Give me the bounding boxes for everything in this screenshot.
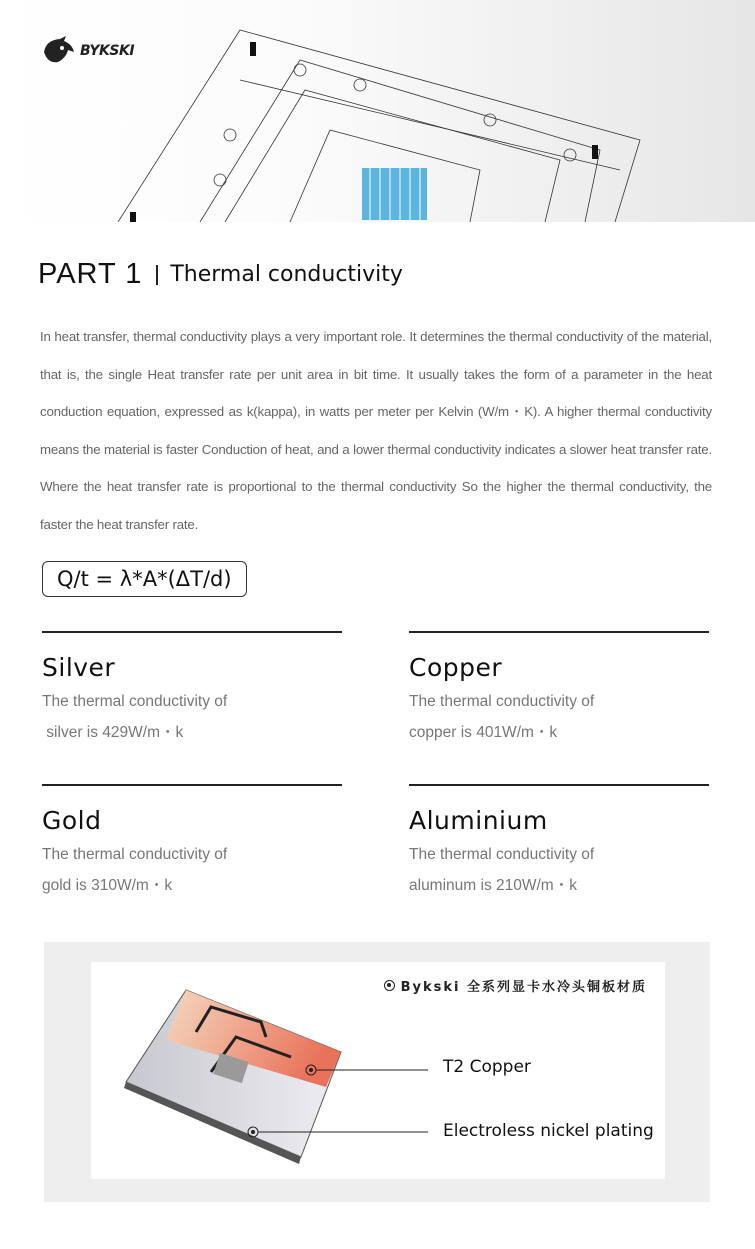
cold-plate-illustration: [91, 962, 665, 1179]
material-name: Silver: [42, 653, 116, 682]
material-value: gold is 310W/m・k: [42, 877, 173, 894]
bykski-logo: [40, 36, 134, 66]
logo-text: BYKSKI: [80, 43, 135, 59]
material-value: silver is 429W/m・k: [42, 724, 184, 741]
formula-box: Q/t = λ*A*(ΔT/d): [42, 561, 247, 597]
divider: [42, 631, 342, 633]
section-subtitle: Thermal conductivity: [170, 262, 403, 287]
material-name: Aluminium: [409, 806, 548, 835]
part-label: PART 1: [38, 258, 143, 290]
material-desc: The thermal conductivity of: [42, 846, 228, 863]
material-value: copper is 401W/m・k: [409, 724, 558, 741]
title-divider: [156, 265, 158, 285]
label-nickel-plating: Electroless nickel plating: [443, 1121, 654, 1141]
divider: [409, 631, 709, 633]
diagram-heading-text: Bykski 全系列显卡水冷头铜板材质: [400, 980, 647, 995]
hero-banner: [0, 0, 755, 222]
divider: [42, 784, 342, 786]
section-title: [38, 258, 403, 291]
material-desc: The thermal conductivity of: [409, 846, 595, 863]
diagram-card: [91, 962, 665, 1179]
material-silver: [42, 631, 342, 748]
intro-paragraph: In heat transfer, thermal conductivity plays a very important role. It determines the thermal conductivity of the material, that is, the single Heat transfer rate per unit area in bit time. It usually takes the form of a parameter in the heat conduction equation, expressed as k(kappa), in watts per meter per Kelvin (W/m・K). A higher thermal conductivity means the material is faster Conduction of heat, and a lower thermal conductivity indicates a slower heat transfer rate. Where the heat transfer rate is proportional to the thermal conductivity So the higher the thermal conductivity, the faster the heat transfer rate.: [40, 329, 712, 532]
material-aluminium: [409, 784, 709, 901]
material-name: Gold: [42, 806, 102, 835]
material-value: aluminum is 210W/m・k: [409, 877, 577, 894]
material-gold: [42, 784, 342, 901]
divider: [409, 784, 709, 786]
label-t2-copper: T2 Copper: [443, 1057, 531, 1077]
material-desc: The thermal conductivity of: [42, 693, 228, 710]
material-desc: The thermal conductivity of: [409, 693, 595, 710]
dragon-logo-icon: [40, 36, 78, 66]
material-copper: [409, 631, 709, 748]
material-diagram-panel: [44, 942, 710, 1202]
material-name: Copper: [409, 653, 503, 682]
water-block-illustration: [0, 0, 755, 222]
